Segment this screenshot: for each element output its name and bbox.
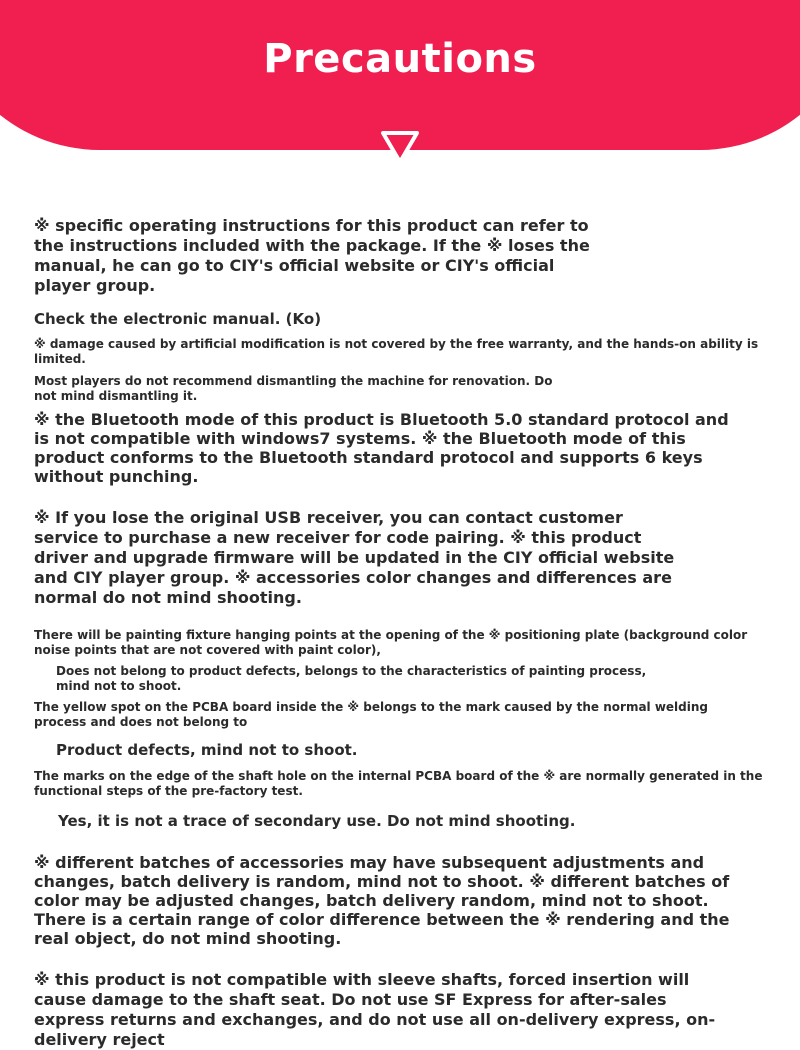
paragraph-manual: ※ specific operating instructions for this product can refer to the instructions included with the package. If the ※ loses the manual, he can go to CIY's official website or CIY's official player group. bbox=[34, 216, 590, 295]
chevron-down-icon bbox=[380, 130, 420, 166]
paragraph-yellow-spot: The yellow spot on the PCBA board inside the ※ belongs to the mark caused by the normal welding process and does not belong to bbox=[34, 700, 709, 729]
paragraph-painting-points: There will be painting fixture hanging points at the opening of the ※ positioning plate (background color noise points that are not covered with paint color), bbox=[34, 628, 748, 657]
paragraph-electronic-manual: Check the electronic manual. (Ko) bbox=[34, 310, 322, 328]
paragraph-sleeve-shafts: ※ this product is not compatible with sleeve shafts, forced insertion will cause damage to the shaft seat. Do not use SF Express for after-sales express returns and exchanges, and do not use all on-delivery express, on-delivery reject bbox=[34, 970, 716, 1049]
paragraph-secondary-use: Yes, it is not a trace of secondary use. Do not mind shooting. bbox=[58, 812, 576, 830]
paragraph-dismantling: Most players do not recommend dismantling the machine for renovation. Do not mind dismantling it. bbox=[34, 374, 553, 403]
paragraph-usb-receiver: ※ If you lose the original USB receiver, you can contact customer service to purchase a new receiver for code pairing. ※ this product driver and upgrade firmware will be updated in the CIY official website and CIY player group. ※ accessories color changes and differences are normal do not mind shooting. bbox=[34, 508, 675, 607]
paragraph-painting-defects: Does not belong to product defects, belongs to the characteristics of painting process, mind not to shoot. bbox=[56, 664, 647, 693]
paragraph-warranty: ※ damage caused by artificial modification is not covered by the free warranty, and the hands-on ability is limited. bbox=[34, 337, 759, 366]
paragraph-bluetooth: ※ the Bluetooth mode of this product is Bluetooth 5.0 standard protocol and is not compatible with windows7 systems. ※ the Bluetooth mode of this product conforms to the Bluetooth standard protocol and supports 6 keys without punching. bbox=[34, 410, 729, 486]
paragraph-product-defects: Product defects, mind not to shoot. bbox=[56, 741, 358, 759]
paragraph-batches: ※ different batches of accessories may have subsequent adjustments and changes, batch delivery is random, mind not to shoot. ※ different batches of color may be adjusted changes, batch delivery random, mind not to shoot. There is a certain range of color difference between the ※ rendering and the real object, do not mind shooting. bbox=[34, 853, 730, 948]
precautions-body bbox=[34, 216, 764, 1050]
page-title: Precautions bbox=[263, 36, 537, 82]
paragraph-shaft-hole-marks: The marks on the edge of the shaft hole on the internal PCBA board of the ※ are normally generated in the functional steps of the pre-factory test. bbox=[34, 769, 763, 798]
